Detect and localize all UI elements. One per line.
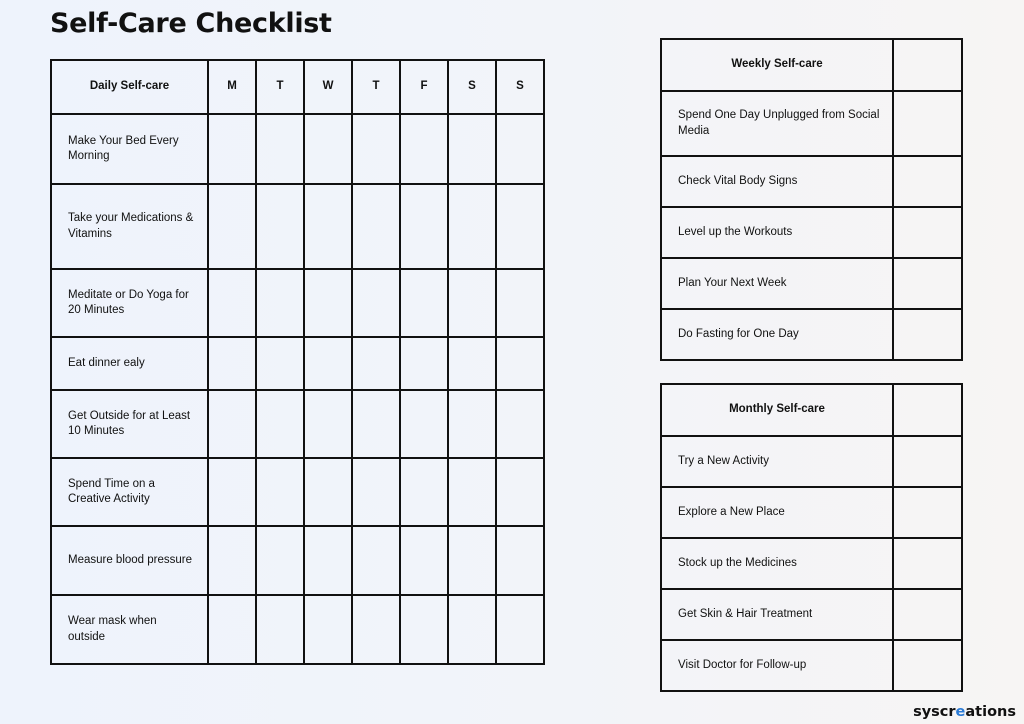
daily-task-label: Make Your Bed Every Morning xyxy=(51,114,208,184)
daily-checkbox-cell[interactable] xyxy=(496,114,544,184)
daily-checkbox-cell[interactable] xyxy=(496,458,544,526)
daily-task-label: Measure blood pressure xyxy=(51,526,208,595)
daily-checkbox-cell[interactable] xyxy=(208,269,256,337)
daily-checkbox-cell[interactable] xyxy=(304,337,352,390)
daily-task-row xyxy=(51,458,544,526)
daily-checkbox-cell[interactable] xyxy=(400,390,448,458)
daily-checkbox-cell[interactable] xyxy=(304,390,352,458)
daily-checkbox-cell[interactable] xyxy=(496,390,544,458)
daily-checkbox-cell[interactable] xyxy=(256,114,304,184)
brand-text-accent: e xyxy=(955,704,966,720)
monthly-task-row xyxy=(661,640,962,691)
daily-checkbox-cell[interactable] xyxy=(400,595,448,664)
daily-task-label: Take your Medications & Vitamins xyxy=(51,184,208,269)
daily-checkbox-cell[interactable] xyxy=(400,458,448,526)
day-header-mon: M xyxy=(208,60,256,114)
monthly-checkbox-cell[interactable] xyxy=(893,487,962,538)
daily-checkbox-cell[interactable] xyxy=(256,337,304,390)
daily-checkbox-cell[interactable] xyxy=(256,526,304,595)
daily-checkbox-cell[interactable] xyxy=(256,458,304,526)
monthly-task-row xyxy=(661,487,962,538)
daily-header: Daily Self-care xyxy=(51,60,208,114)
daily-task-label: Eat dinner ealy xyxy=(51,337,208,390)
weekly-task-row xyxy=(661,309,962,360)
daily-checkbox-cell[interactable] xyxy=(352,337,400,390)
daily-checkbox-cell[interactable] xyxy=(304,184,352,269)
daily-checkbox-cell[interactable] xyxy=(400,184,448,269)
daily-checkbox-cell[interactable] xyxy=(352,114,400,184)
brand-text-end: ations xyxy=(965,704,1016,720)
monthly-checkbox-cell[interactable] xyxy=(893,436,962,487)
daily-checkbox-cell[interactable] xyxy=(400,526,448,595)
day-header-sun: S xyxy=(496,60,544,114)
monthly-checkbox-cell[interactable] xyxy=(893,538,962,589)
daily-checkbox-cell[interactable] xyxy=(304,458,352,526)
daily-task-row xyxy=(51,114,544,184)
daily-header-row xyxy=(51,60,544,114)
weekly-task-row xyxy=(661,91,962,156)
weekly-checkbox-cell[interactable] xyxy=(893,258,962,309)
monthly-checklist-table xyxy=(660,383,963,692)
daily-checkbox-cell[interactable] xyxy=(400,269,448,337)
weekly-header-row xyxy=(661,39,962,91)
daily-checkbox-cell[interactable] xyxy=(208,114,256,184)
daily-checkbox-cell[interactable] xyxy=(304,595,352,664)
daily-checkbox-cell[interactable] xyxy=(208,595,256,664)
daily-checkbox-cell[interactable] xyxy=(496,337,544,390)
weekly-task-label: Check Vital Body Signs xyxy=(661,156,893,207)
weekly-checkbox-cell[interactable] xyxy=(893,309,962,360)
daily-checkbox-cell[interactable] xyxy=(352,458,400,526)
daily-checkbox-cell[interactable] xyxy=(352,269,400,337)
daily-checkbox-cell[interactable] xyxy=(448,458,496,526)
daily-task-row xyxy=(51,526,544,595)
weekly-header-blank-cell xyxy=(893,39,962,91)
monthly-task-label: Try a New Activity xyxy=(661,436,893,487)
weekly-task-label: Do Fasting for One Day xyxy=(661,309,893,360)
daily-task-row xyxy=(51,184,544,269)
daily-checkbox-cell[interactable] xyxy=(208,526,256,595)
weekly-checkbox-cell[interactable] xyxy=(893,207,962,258)
daily-checkbox-cell[interactable] xyxy=(496,184,544,269)
monthly-task-label: Explore a New Place xyxy=(661,487,893,538)
daily-checkbox-cell[interactable] xyxy=(400,337,448,390)
daily-task-row xyxy=(51,337,544,390)
monthly-task-label: Get Skin & Hair Treatment xyxy=(661,589,893,640)
day-header-thu: T xyxy=(352,60,400,114)
daily-checkbox-cell[interactable] xyxy=(448,114,496,184)
weekly-checkbox-cell[interactable] xyxy=(893,91,962,156)
page-title: Self-Care Checklist xyxy=(50,8,332,39)
monthly-checkbox-cell[interactable] xyxy=(893,640,962,691)
brand-logo xyxy=(913,704,1016,720)
daily-checkbox-cell[interactable] xyxy=(352,526,400,595)
daily-checkbox-cell[interactable] xyxy=(448,390,496,458)
brand-text-start: syscr xyxy=(913,704,956,720)
daily-task-label: Spend Time on a Creative Activity xyxy=(51,458,208,526)
daily-checkbox-cell[interactable] xyxy=(448,595,496,664)
day-header-wed: W xyxy=(304,60,352,114)
day-header-sat: S xyxy=(448,60,496,114)
weekly-task-row xyxy=(661,258,962,309)
daily-task-label: Wear mask when outside xyxy=(51,595,208,664)
day-header-tue: T xyxy=(256,60,304,114)
daily-checkbox-cell[interactable] xyxy=(496,526,544,595)
monthly-task-label: Visit Doctor for Follow-up xyxy=(661,640,893,691)
daily-task-row xyxy=(51,269,544,337)
daily-checkbox-cell[interactable] xyxy=(352,390,400,458)
daily-checkbox-cell[interactable] xyxy=(208,390,256,458)
monthly-header-blank-cell xyxy=(893,384,962,436)
daily-checkbox-cell[interactable] xyxy=(304,526,352,595)
daily-task-label: Meditate or Do Yoga for 20 Minutes xyxy=(51,269,208,337)
daily-checkbox-cell[interactable] xyxy=(304,269,352,337)
daily-checkbox-cell[interactable] xyxy=(352,595,400,664)
monthly-task-row xyxy=(661,436,962,487)
daily-checkbox-cell[interactable] xyxy=(448,337,496,390)
daily-task-row xyxy=(51,595,544,664)
daily-checkbox-cell[interactable] xyxy=(448,184,496,269)
daily-checkbox-cell[interactable] xyxy=(400,114,448,184)
monthly-header-row xyxy=(661,384,962,436)
weekly-task-row xyxy=(661,207,962,258)
daily-task-row xyxy=(51,390,544,458)
monthly-task-row xyxy=(661,589,962,640)
daily-checklist-table xyxy=(50,59,545,665)
monthly-header: Monthly Self-care xyxy=(661,384,893,436)
monthly-task-row xyxy=(661,538,962,589)
daily-task-label: Get Outside for at Least 10 Minutes xyxy=(51,390,208,458)
daily-checkbox-cell[interactable] xyxy=(208,458,256,526)
weekly-task-row xyxy=(661,156,962,207)
daily-checkbox-cell[interactable] xyxy=(256,595,304,664)
daily-checkbox-cell[interactable] xyxy=(256,269,304,337)
weekly-checkbox-cell[interactable] xyxy=(893,156,962,207)
weekly-task-label: Level up the Workouts xyxy=(661,207,893,258)
daily-checkbox-cell[interactable] xyxy=(304,114,352,184)
daily-checkbox-cell[interactable] xyxy=(256,184,304,269)
daily-checkbox-cell[interactable] xyxy=(256,390,304,458)
weekly-task-label: Spend One Day Unplugged from Social Media xyxy=(661,91,893,156)
day-header-fri: F xyxy=(400,60,448,114)
daily-checkbox-cell[interactable] xyxy=(448,269,496,337)
daily-checkbox-cell[interactable] xyxy=(448,526,496,595)
daily-checkbox-cell[interactable] xyxy=(208,337,256,390)
weekly-task-label: Plan Your Next Week xyxy=(661,258,893,309)
weekly-checklist-table xyxy=(660,38,963,361)
monthly-task-label: Stock up the Medicines xyxy=(661,538,893,589)
daily-checkbox-cell[interactable] xyxy=(208,184,256,269)
weekly-header: Weekly Self-care xyxy=(661,39,893,91)
daily-checkbox-cell[interactable] xyxy=(352,184,400,269)
daily-checkbox-cell[interactable] xyxy=(496,595,544,664)
monthly-checkbox-cell[interactable] xyxy=(893,589,962,640)
daily-checkbox-cell[interactable] xyxy=(496,269,544,337)
